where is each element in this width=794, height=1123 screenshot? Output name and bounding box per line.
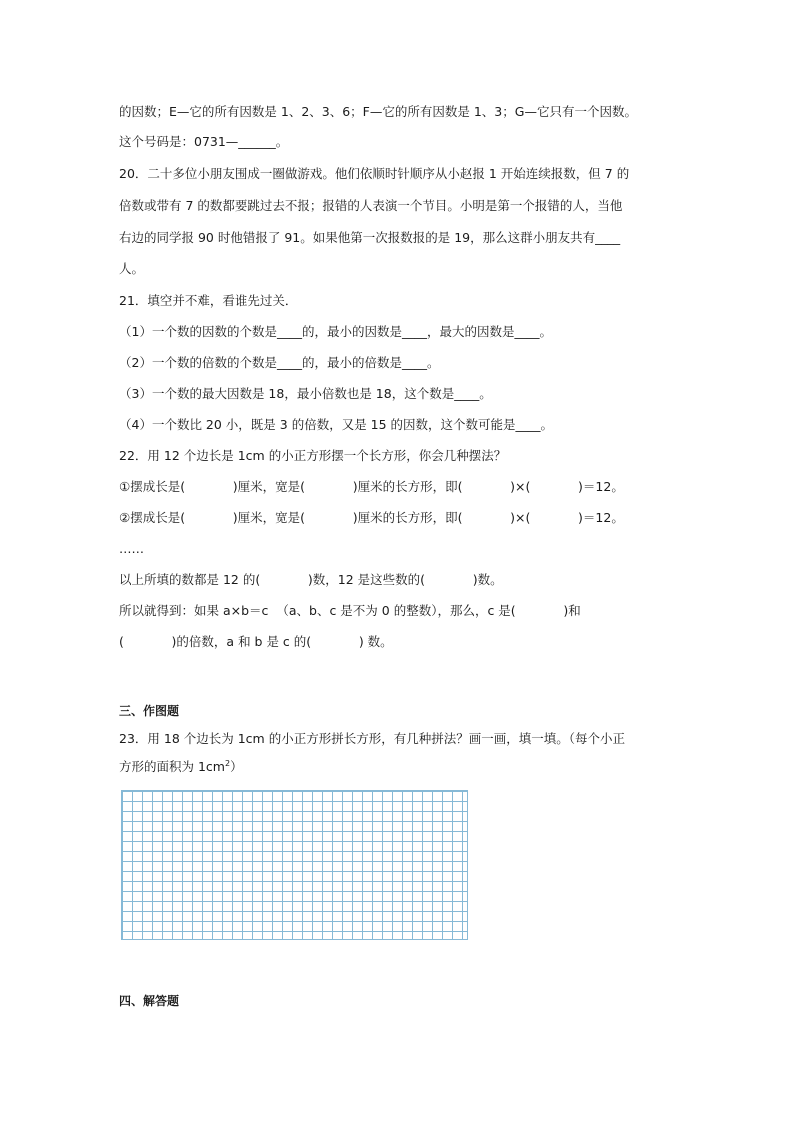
- q20-line-4: 人。: [119, 261, 145, 276]
- q23-line-2-suffix: ）: [230, 759, 243, 774]
- q23-line-2-text: 方形的面积为 1cm: [119, 759, 225, 774]
- q22-line-3: ( )的倍数，a 和 b 是 c 的( ) 数。: [119, 634, 393, 649]
- q23-line-1: 23．用 18 个边长为 1cm 的小正方形拼长方形，有几种拼法？画一画，填一填。（每个小正: [119, 731, 625, 746]
- q20-line-3: 右边的同学报 90 时他错报了 91。如果他第一次报数报的是 19，那么这群小朋友共有____: [119, 230, 621, 245]
- q22-title: 22．用 12 个边长是 1cm 的小正方形摆一个长方形，你会几种摆法？: [119, 448, 507, 463]
- q21-item-3: （3）一个数的最大因数是 18，最小倍数也是 18，这个数是____。: [119, 386, 492, 401]
- q22-line-1: 以上所填的数都是 12 的( )数，12 是这些数的( )数。: [119, 572, 503, 587]
- q21-title: 21．填空并不难，看谁先过关．: [119, 293, 298, 308]
- q20-line-1: 20．二十多位小朋友围成一圈做游戏。他们依顺时针顺序从小赵报 1 开始连续报数，但 7 的: [119, 166, 630, 181]
- q19-line-2: 这个号码是：0731—______。: [119, 134, 289, 149]
- q22-row-1: ①摆成长是( )厘米，宽是( )厘米的长方形，即( )×( )＝12。: [119, 479, 624, 494]
- q21-item-2: （2）一个数的倍数的个数是____的，最小的倍数是____。: [119, 355, 440, 370]
- q20-line-2: 倍数或带有 7 的数都要跳过去不报；报错的人表演一个节目。小明是第一个报错的人，当他: [119, 198, 623, 213]
- drawing-grid[interactable]: [121, 790, 468, 940]
- section-4-title: 四、解答题: [119, 994, 180, 1008]
- q22-ellipsis: ……: [119, 541, 144, 556]
- q21-item-1: （1）一个数的因数的个数是____的，最小的因数是____，最大的因数是____。: [119, 324, 552, 339]
- q23-superscript: 2: [224, 758, 231, 768]
- q22-row-2: ②摆成长是( )厘米，宽是( )厘米的长方形，即( )×( )＝12。: [119, 510, 624, 525]
- q23-line-2: [119, 759, 243, 775]
- q19-line-1: 的因数；E—它的所有因数是 1、2、3、6；F—它的所有因数是 1、3；G—它只有一个因数。: [119, 104, 637, 119]
- q21-item-4: （4）一个数比 20 小，既是 3 的倍数，又是 15 的因数，这个数可能是____。: [119, 417, 554, 432]
- q22-line-2: 所以就得到：如果 a×b＝c （a、b、c 是不为 0 的整数），那么，c 是( )和: [119, 603, 581, 618]
- section-3-title: 三、作图题: [119, 704, 180, 718]
